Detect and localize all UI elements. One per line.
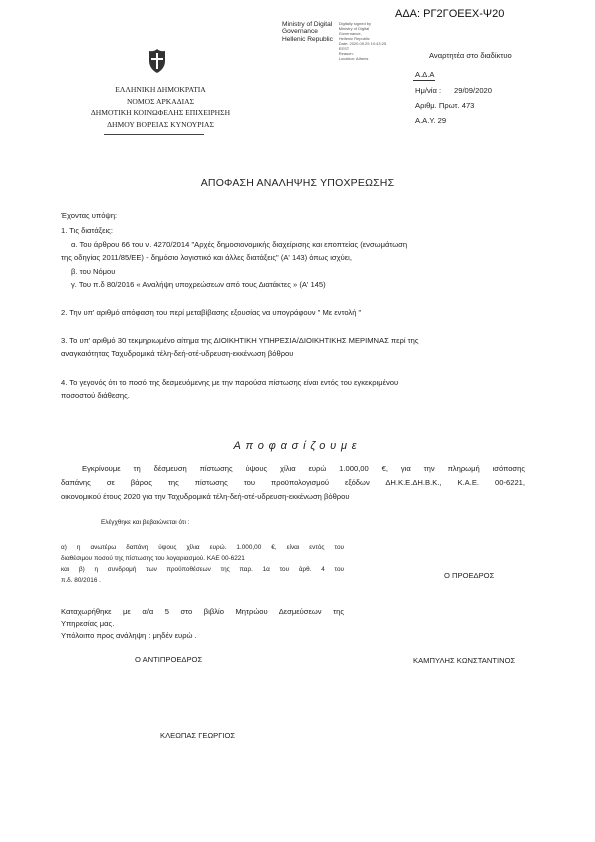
vice-president-title: Ο ΑΝΤΙΠΡΟΕΔΡΟΣ bbox=[135, 655, 203, 664]
item-3-line2: αναγκαιότητας Ταχυδρομικά τέλη-δεή-οτέ-υδρευση-εκκένωση βόθρου bbox=[61, 349, 294, 358]
ada-code: ΑΔΑ: ΡΓ2ΓΟΕΕΧ-Ψ20 bbox=[395, 8, 505, 20]
ada-underline bbox=[413, 80, 435, 81]
signature-detail: Digitally signed by bbox=[338, 21, 372, 26]
aay-number: Α.Α.Υ. 29 bbox=[415, 116, 447, 125]
registry-line2: Υπηρεσίας μας. bbox=[61, 619, 115, 628]
signature-detail: Ministry of Digital bbox=[338, 26, 370, 31]
item-1b: β. του Νόμου bbox=[71, 267, 116, 276]
date-label: Ημ/νία : bbox=[415, 86, 442, 95]
item-1: 1. Τις διατάξεις: bbox=[61, 226, 113, 235]
considering-intro: Έχοντας υπόψη: bbox=[61, 211, 118, 220]
verification-line: διαθέσιμου ποσού της πίστωσης του λογαριασμού. ΚΑΕ 00-6221 bbox=[61, 555, 245, 562]
issuer-block bbox=[88, 84, 233, 130]
item-2: 2. Την υπ' αριθμό απόφαση του περί μεταβίβασης εξουσίας να υπογράφουν " Με εντολή " bbox=[61, 308, 362, 317]
issuer-divider bbox=[104, 134, 204, 135]
signature-detail: Hellenic Republic bbox=[338, 36, 370, 41]
issuer-line: ΔΗΜΟΤΙΚΗ ΚΟΙΝΩΦΕΛΗΣ ΕΠΙΧΕΙΡΗΣΗ bbox=[90, 108, 231, 118]
item-3-line1: 3. Το υπ' αριθμό 30 τεκμηριωμένο αίτημα της ΔΙΟΙΚΗΤΙΚΗ ΥΠΗΡΕΣΙΑ/ΔΙΟΙΚΗΤΙΚΗΣ ΜΕΡΙΜΝΑΣ περί της bbox=[61, 336, 419, 345]
greek-emblem-icon bbox=[146, 48, 168, 74]
issuer-line: ΕΛΛΗΝΙΚΗ ΔΗΜΟΚΡΑΤΙΑ bbox=[115, 85, 206, 94]
item-4-line2: ποσοστού διάθεσης. bbox=[61, 391, 130, 400]
vice-president-name: ΚΛΕΩΠΑΣ ΓΕΩΡΓΙΟΣ bbox=[160, 731, 236, 740]
signature-line: Ministry of Digital bbox=[282, 21, 333, 28]
signature-line: Hellenic Republic bbox=[282, 35, 333, 43]
protocol-number: Αριθμ. Πρωτ. 473 bbox=[415, 101, 475, 110]
signature-detail: EEST bbox=[338, 46, 350, 51]
registry-line3: Υπόλοιπο προς ανάληψη : μηδέν ευρώ . bbox=[61, 631, 197, 640]
item-1a-line1: α. Του άρθρου 66 του ν. 4270/2014 "Αρχές δημοσιονομικής διαχείρισης και εποπτείας (ενσωμάτωση bbox=[71, 240, 408, 249]
signature-details bbox=[339, 21, 386, 61]
president-name: ΚΑΜΠΥΛΗΣ ΚΩΝΣΤΑΝΤΙΝΟΣ bbox=[413, 656, 516, 665]
decision-line1: Εγκρίνουμε τη δέσμευση πίστωσης ύψους χίλια ευρώ 1.000,00 €, για την πληρωμή ισόποσης bbox=[82, 464, 525, 473]
date-value: 29/09/2020 bbox=[454, 86, 493, 95]
digital-signature bbox=[282, 21, 386, 61]
signature-detail: Governance, bbox=[338, 31, 362, 36]
verification-line: και β) η συνδρομή των προϋποθέσεων της παρ. 1α του άρθ. 4 του bbox=[61, 566, 344, 573]
issuer-line: ΝΟΜΟΣ ΑΡΚΑΔΙΑΣ bbox=[126, 96, 195, 106]
item-4-line1: 4. Το γεγονός ότι το ποσό της δεσμευόμενης με την παρούσα πίστωσης είναι εντός του εγκεκριμένου bbox=[61, 378, 399, 387]
signature-detail: Date: 2020.09.29 10:43:25 bbox=[338, 41, 387, 46]
ada-label: Α.Δ.Α bbox=[415, 70, 435, 79]
verification-line: π.δ. 80/2016 . bbox=[61, 577, 101, 584]
signature-detail: Reason: bbox=[338, 51, 354, 56]
registry-line1: Καταχωρήθηκε με α/α 5 στο βιβλίο Μητρώου Δεσμεύσεων της bbox=[61, 607, 344, 616]
decision-line3: οικονομικού έτους 2020 για την Ταχυδρομικά τέλη-δεή-οτέ-υδρευση-εκκένωση βόθρου bbox=[61, 492, 350, 501]
verification-heading: Ελέγχθηκε και βεβαιώνεται ότι : bbox=[101, 519, 190, 526]
decision-heading: Αποφασίζουμε bbox=[233, 440, 362, 452]
decision-line2: δαπάνης σε βάρος της πίστωσης του προϋπολογισμού εξόδων ΔΗ.Κ.Ε.ΔΗ.Β.Κ., Κ.Α.Ε. 00-6221, bbox=[61, 478, 525, 487]
president-title: Ο ΠΡΟΕΔΡΟΣ bbox=[444, 571, 495, 580]
document-title: ΑΠΟΦΑΣΗ ΑΝΑΛΗΨΗΣ ΥΠΟΧΡΕΩΣΗΣ bbox=[200, 177, 395, 189]
posting-note: Αναρτητέα στο διαδίκτυο bbox=[429, 51, 512, 60]
item-1a-line2: της οδηγίας 2011/85/ΕΕ) - δημόσιο λογιστικό και άλλες διατάξεις" (Α' 143) όπως ισχύει, bbox=[61, 253, 352, 262]
signature-label bbox=[282, 21, 333, 43]
issuer-line: ΔΗΜΟΥ ΒΟΡΕΙΑΣ ΚΥΝΟΥΡΙΑΣ bbox=[107, 119, 214, 129]
item-1c: γ. Του π.δ 80/2016 « Αναλήψη υποχρεώσεων από τους Διατάκτες » (Α' 145) bbox=[71, 280, 326, 289]
verification-line: α) η ανωτέρω δαπάνη ύψους χίλια ευρώ. 1.000,00 €, είναι εντός του bbox=[61, 544, 344, 551]
signature-line: Governance bbox=[282, 28, 318, 36]
signature-detail: Location: Athens bbox=[338, 56, 369, 61]
